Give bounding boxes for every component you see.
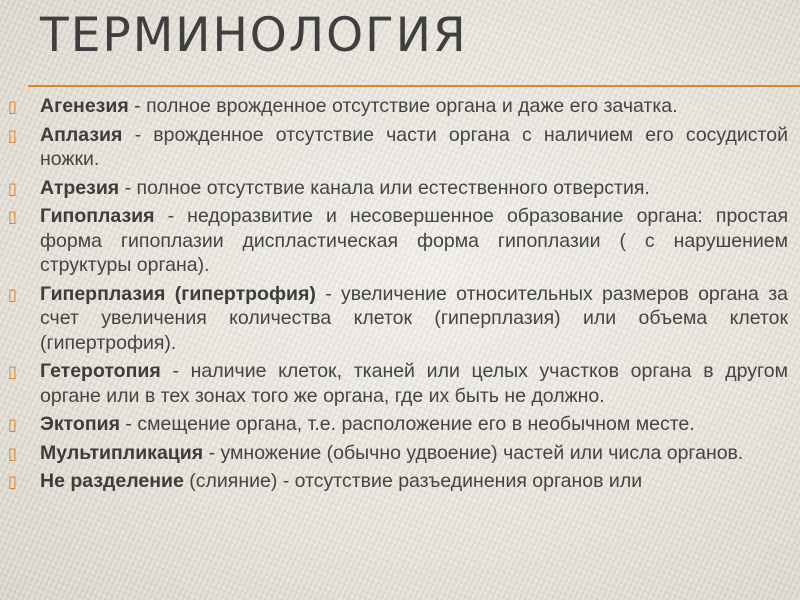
hollow-rectangle-bullet-icon: ▯ (8, 284, 17, 304)
list-item (8, 282, 788, 356)
list-item (8, 94, 788, 119)
term-label: Гиперплазия (гипертрофия) (40, 282, 316, 305)
hollow-rectangle-bullet-icon: ▯ (8, 415, 17, 434)
term-definition: - полное врожденное отсутствие органа и даже его зачатка. (128, 95, 678, 117)
hollow-rectangle-bullet-icon: ▯ (8, 472, 17, 491)
title-divider (28, 85, 800, 87)
term-label: Не разделение (40, 470, 184, 492)
list-item (8, 204, 788, 278)
list-item (8, 123, 788, 172)
term-label: Мультипликация (40, 441, 204, 464)
term-label: Эктопия (40, 413, 120, 435)
hollow-rectangle-bullet-icon: ▯ (8, 443, 17, 463)
term-definition: - увеличение относительных размеров органа за счет увеличения количества клеток (гиперплазия) или объема клеток (гипертрофия). (40, 282, 788, 354)
hollow-rectangle-bullet-icon: ▯ (8, 97, 17, 116)
term-label: Аплазия (40, 123, 123, 146)
hollow-rectangle-bullet-icon: ▯ (8, 207, 17, 226)
terminology-list (8, 94, 788, 498)
list-item (8, 412, 788, 437)
term-definition: - смещение органа, т.е. расположение его в необычном месте. (119, 413, 695, 435)
term-definition: - умножение (обычно удвоение) частей или числа органов. (203, 441, 744, 464)
term-definition: - полное отсутствие канала или естественного отверстия. (119, 176, 650, 199)
hollow-rectangle-bullet-icon: ▯ (8, 178, 17, 198)
list-item (8, 176, 788, 201)
term-definition: (слияние) - отсутствие разъединения органов или (183, 470, 643, 492)
term-definition: - недоразвитие и несовершенное образование органа: простая форма гипоплазии диспластическая форма гипоплазии ( с нарушением структуры органа). (40, 205, 788, 276)
list-item (8, 359, 788, 408)
list-item (8, 441, 788, 466)
hollow-rectangle-bullet-icon: ▯ (8, 362, 17, 381)
term-label: Гипоплазия (40, 205, 155, 227)
term-label: Гетеротопия (40, 360, 161, 382)
term-definition: - врожденное отсутствие части органа с наличием его сосудистой ножки. (40, 123, 788, 170)
term-label: Агенезия (40, 95, 129, 117)
term-definition: - наличие клеток, тканей или целых участков органа в другом органе или в тех зонах того же органа, где их быть не должно. (40, 360, 788, 407)
term-label: Атрезия (40, 176, 120, 199)
list-item (8, 469, 788, 494)
slide-title: ТЕРМИНОЛОГИЯ (40, 8, 468, 63)
hollow-rectangle-bullet-icon: ▯ (8, 125, 17, 145)
